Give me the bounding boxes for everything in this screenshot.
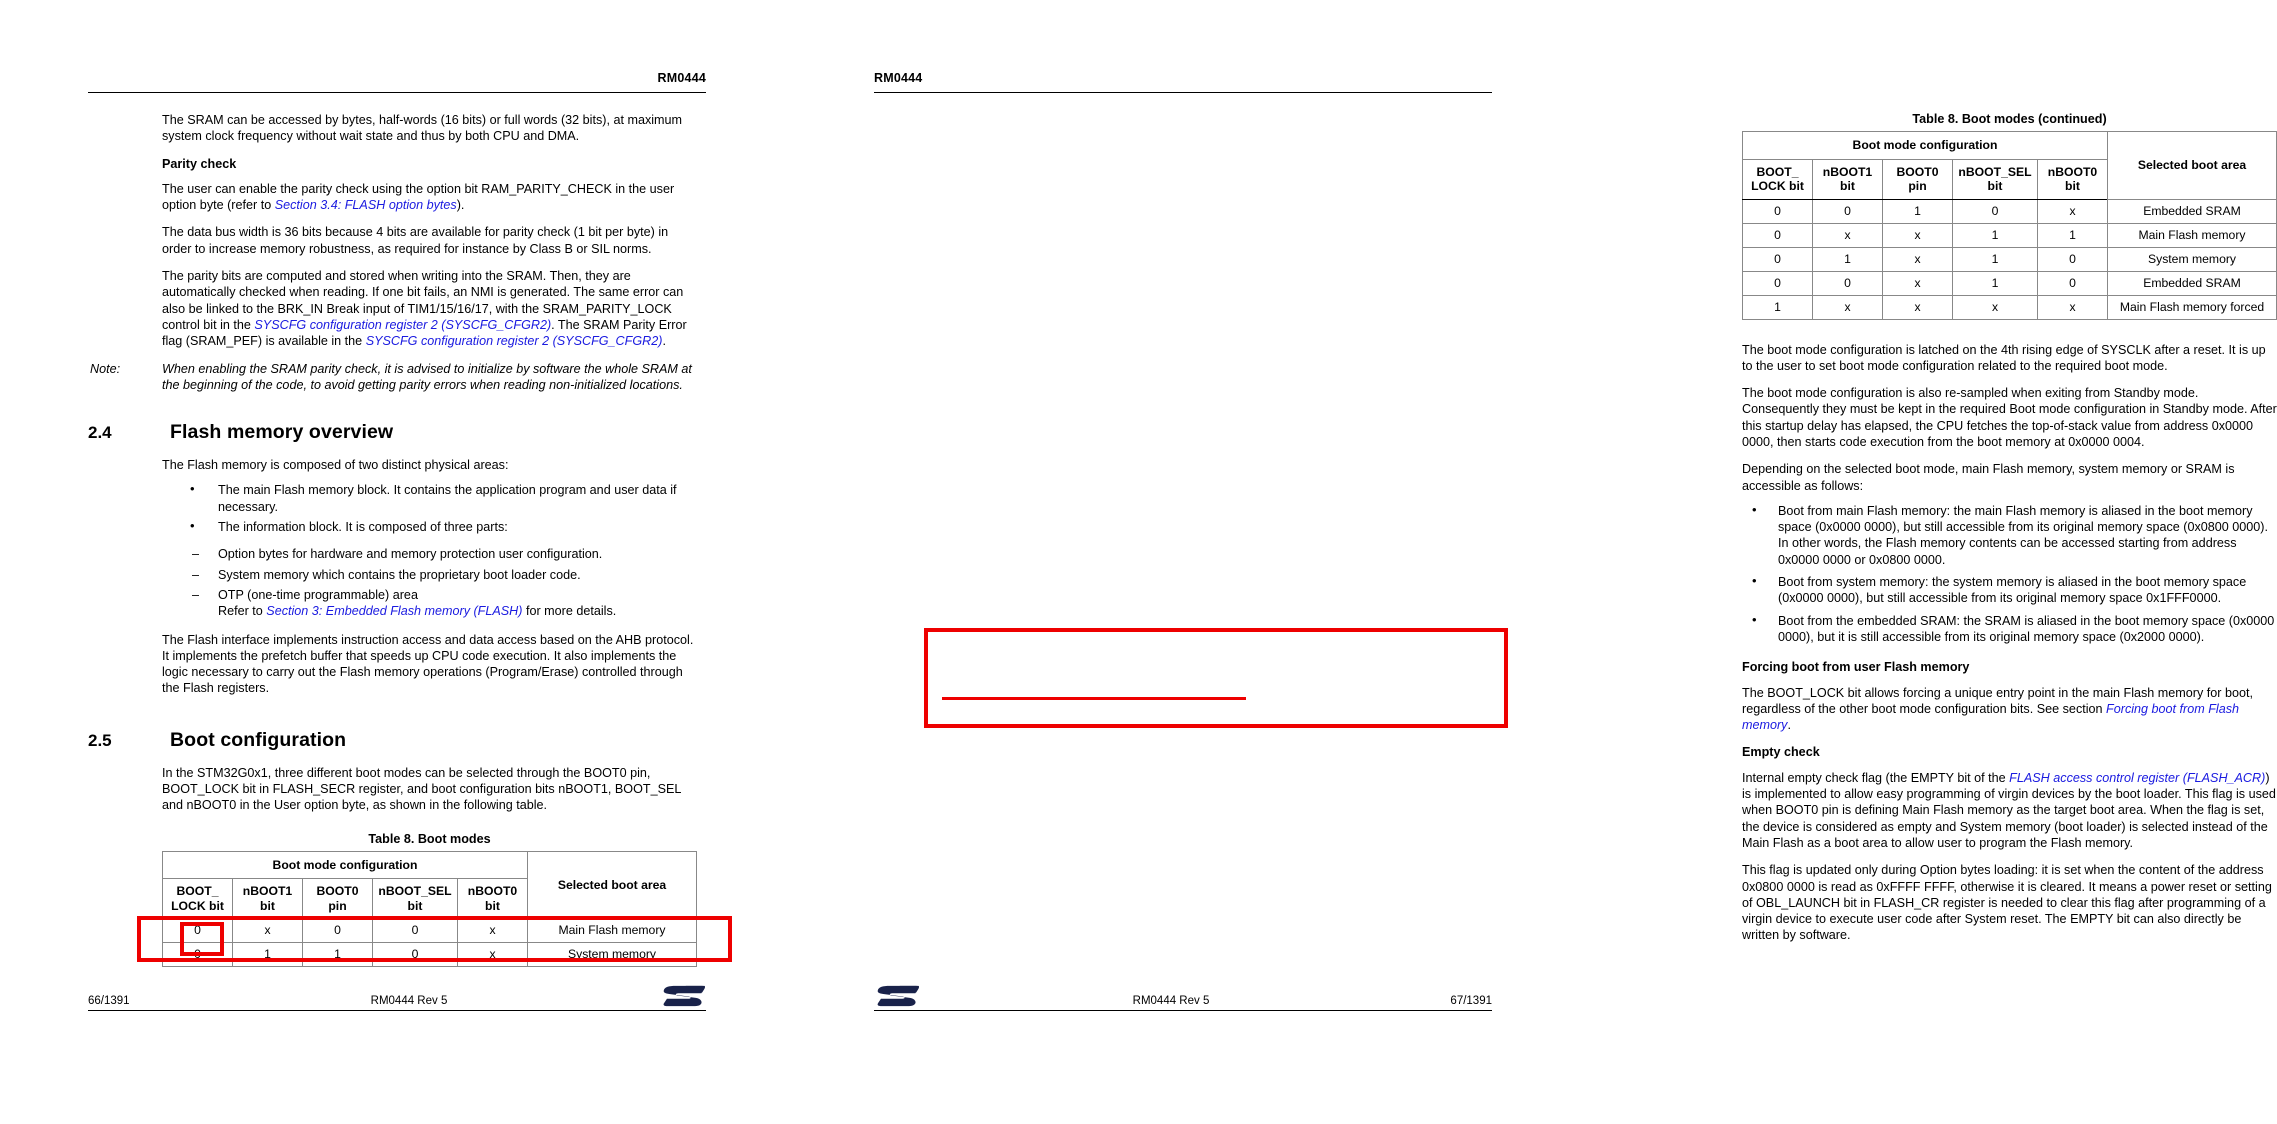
- col-line-1: BOOT_: [1756, 164, 1799, 179]
- cell-boot0: x: [1883, 295, 1953, 319]
- link-embedded-flash-memory[interactable]: Section 3: Embedded Flash memory (FLASH): [266, 604, 523, 619]
- col-line-1: BOOT_: [176, 884, 219, 899]
- col-line-1: BOOT0: [316, 884, 359, 899]
- cell-boot-lock: 0: [1743, 271, 1813, 295]
- parity-enable-text-b: ).: [456, 198, 465, 213]
- group-header-selected-boot-area: Selected boot area: [2108, 132, 2277, 200]
- annotation-red-underline: [942, 697, 1246, 700]
- cell-nboot-sel: 1: [1953, 247, 2038, 271]
- cell-boot-lock: 0: [1743, 223, 1813, 247]
- paragraph-parity-enable: [162, 181, 697, 214]
- st-logo-svg: [660, 985, 706, 1007]
- cell-boot0: x: [1883, 247, 1953, 271]
- column-header-boot-lock-bit: [1743, 159, 1813, 199]
- parity-bits-text-b: . The SRAM Parity Error flag (SRAM_PEF) is available in the: [162, 317, 687, 349]
- column-header-nboot-sel-bit: [373, 879, 458, 919]
- cell-nboot0: 0: [2038, 247, 2108, 271]
- empty-text-a: Internal empty check flag (the EMPTY bit of the: [1742, 770, 2010, 785]
- cell-selected-boot-area: Main Flash memory forced: [2108, 295, 2277, 319]
- st-logo-svg: [874, 985, 920, 1007]
- paragraph-depending: Depending on the selected boot mode, main Flash memory, system memory or SRAM is accessible as follows:: [1742, 462, 2235, 493]
- table-clip-region: [162, 851, 697, 962]
- parity-enable-text-a: The user can enable the parity check using the option bit RAM_PARITY_CHECK in the user option byte (refer to: [162, 181, 675, 213]
- link-flash-option-bytes[interactable]: Section 3.4: FLASH option bytes: [274, 198, 457, 213]
- paragraph-empty-check: [1742, 770, 2277, 851]
- paragraph-sram-access: The SRAM can be accessed by bytes, half-words (16 bits) or full words (32 bits), at maximum system clock frequency without wait state and thus by both CPU and DMA.: [162, 113, 683, 144]
- col-line-2: pin: [328, 898, 347, 913]
- forcing-text-a: The BOOT_LOCK bit allows forcing a unique entry point in the main Flash memory for boot,: [1742, 685, 2253, 700]
- column-header-boot0-pin: [303, 879, 373, 919]
- page-left: [0, 0, 794, 1124]
- col-line-2: bit: [407, 898, 423, 913]
- col-line-2: LOCK bit: [1751, 179, 1804, 193]
- header-rule: [88, 92, 706, 93]
- cell-nboot0: x: [458, 919, 528, 943]
- col-line-2: bit: [260, 898, 275, 913]
- section-2-4-heading: [88, 421, 697, 444]
- st-logo-icon: [874, 985, 920, 1007]
- note-label: Note:: [90, 361, 121, 376]
- paragraph-flash-interface: The Flash interface implements instruction access and data access based on the AHB protocol. It implements the prefetch buffer that speeds up CPU code execution. It also implements the logic necessary to carry out the Flash memory operations (Program/Erase) controlled through the Flash registers.: [162, 632, 694, 696]
- right-column-content: [1742, 112, 2277, 955]
- cell-boot-lock: 0: [1743, 199, 1813, 223]
- column-header-nboot0-bit: [2038, 159, 2108, 199]
- paragraph-boot-config-intro: In the STM32G0x1, three different boot modes can be selected through the BOOT0 pin, BOOT_LOCK bit in FLASH_SECR register, and boot configuration bits nBOOT1, BOOT_SEL and nBOOT0 in the User option byte, as shown in the following table.: [162, 765, 681, 813]
- flash-area-bullet-list: [162, 482, 697, 535]
- table-head: [1743, 132, 2277, 200]
- cell-nboot0: x: [2038, 295, 2108, 319]
- cell-nboot1: 0: [1813, 199, 1883, 223]
- cell-boot0: 1: [1883, 199, 1953, 223]
- information-block-sublist: [162, 546, 697, 619]
- table-row: [1743, 223, 2277, 247]
- cell-nboot-sel: 0: [1953, 199, 2038, 223]
- heading-empty-check: Empty check: [1742, 745, 1820, 760]
- page-header-right: [874, 70, 1492, 104]
- footer-page-number: 66/1391: [88, 995, 130, 1007]
- cell-selected-boot-area: System memory: [2108, 247, 2277, 271]
- link-syscfg-cfgr2-1[interactable]: SYSCFG configuration register 2 (SYSCFG_CFGR2): [254, 317, 552, 332]
- link-syscfg-cfgr2-2[interactable]: SYSCFG configuration register 2 (SYSCFG_CFGR2): [365, 334, 663, 349]
- col-line-1: nBOOT_SEL: [378, 884, 452, 899]
- paragraph-flag-updated: This flag is updated only during Option bytes loading: it is set when the content of the address 0x0800 0000 is read as 0xFFFF FFFF, otherwise it is cleared. It means a power reset or setting of OBL_LAUNCH bit in FLASH_CR register is needed to clear this flag after programming of a virgin device to execute user code after System reset. The EMPTY bit can also directly be written by software.: [1742, 863, 2272, 943]
- col-line-2: LOCK bit: [171, 898, 224, 913]
- heading-parity-check: Parity check: [162, 156, 237, 171]
- col-line-1: nBOOT_SEL: [1958, 164, 2032, 179]
- left-column-content: [88, 112, 697, 962]
- cell-nboot-sel: x: [1953, 295, 2038, 319]
- column-header-nboot0-bit: [458, 879, 528, 919]
- column-header-nboot1-bit: [233, 879, 303, 919]
- col-line-2: bit: [485, 898, 500, 913]
- col-line-2: pin: [1908, 179, 1927, 193]
- list-item: – System memory which contains the proprietary boot loader code.: [162, 567, 697, 583]
- list-item: • Boot from system memory: the system memory is aliased in the boot memory space (0x0000 0000), but still accessible from its original memory space 0x1FFF0000.: [1742, 574, 2277, 607]
- section-2-5-heading: [88, 728, 697, 752]
- note-block: [90, 361, 697, 394]
- parity-bits-text-c: .: [662, 334, 666, 349]
- cell-boot0: x: [1883, 223, 1953, 247]
- group-header-boot-mode-configuration: Boot mode configuration: [1743, 132, 2108, 160]
- cell-nboot1: x: [1813, 223, 1883, 247]
- paragraph-parity-bits: [162, 268, 697, 349]
- cell-boot0: 0: [303, 919, 373, 943]
- cell-boot0: 1: [303, 943, 373, 967]
- annotation-forcing-section-box: [924, 628, 1508, 728]
- cell-nboot1: 1: [1813, 247, 1883, 271]
- cell-nboot0: x: [458, 943, 528, 967]
- footer-rule: [88, 1010, 706, 1011]
- otp-refer-suffix: for more details.: [522, 604, 617, 619]
- page-header-left: [88, 70, 706, 104]
- link-forcing-boot-from-flash-memory[interactable]: Forcing boot from Flash memory: [1742, 701, 2240, 733]
- note-text: When enabling the SRAM parity check, it is advised to initialize by software the whole SRAM at the beginning of the code, to avoid getting parity errors when reading non-initialized locations.: [162, 361, 692, 392]
- table-caption-right: Table 8. Boot modes (continued): [1912, 112, 2107, 126]
- footer-row: [88, 984, 706, 1010]
- group-header-selected-boot-area: Selected boot area: [528, 851, 697, 919]
- table-header-row-group: [163, 851, 697, 879]
- cell-selected-boot-area: System memory: [528, 943, 697, 967]
- empty-check-section: [1742, 744, 2277, 943]
- table-8-left-wrapper: [162, 831, 697, 962]
- col-line-2: bit: [2065, 179, 2080, 193]
- table-head: [163, 851, 697, 919]
- cell-boot-lock: 1: [1743, 295, 1813, 319]
- header-doc-id: RM0444: [657, 71, 706, 85]
- header-doc-id: RM0444: [874, 71, 923, 85]
- cell-nboot1: x: [1813, 295, 1883, 319]
- column-header-nboot1-bit: [1813, 159, 1883, 199]
- section-2-4-number: 2.4: [88, 423, 112, 443]
- list-item: – Option bytes for hardware and memory protection user configuration.: [162, 546, 697, 562]
- table-8-right-wrapper: [1742, 112, 2277, 320]
- list-item: • The information block. It is composed of three parts:: [162, 519, 697, 535]
- table-row: [1743, 271, 2277, 295]
- col-line-1: nBOOT0: [2047, 164, 2098, 179]
- list-item: • Boot from main Flash memory: the main Flash memory is aliased in the boot memory space (0x0000 0000), but still accessible from its original memory space (0x0800 0000). In other words, the Flash memory contents can be accessed starting from address 0x0000 0000 or 0x0800 0000.: [1742, 503, 2277, 568]
- forcing-text-c: .: [1787, 718, 1791, 733]
- table-row: [1743, 295, 2277, 319]
- header-rule: [874, 92, 1492, 93]
- footer-doc-revision: RM0444 Rev 5: [370, 995, 448, 1007]
- otp-refer-prefix: Refer to: [218, 604, 267, 619]
- list-item-otp: [162, 587, 697, 620]
- cell-nboot1: 0: [1813, 271, 1883, 295]
- section-2-5-number: 2.5: [88, 730, 112, 750]
- paragraph-latched: The boot mode configuration is latched on the 4th rising edge of SYSCLK after a reset. It is up to the user to set boot mode configuration related to the required boot mode.: [1742, 342, 2266, 373]
- cell-boot0: x: [1883, 271, 1953, 295]
- cell-selected-boot-area: Main Flash memory: [2108, 223, 2277, 247]
- otp-label: OTP (one-time programmable) area: [218, 587, 418, 602]
- column-header-boot0-pin: [1883, 159, 1953, 199]
- col-line-1: nBOOT1: [242, 884, 293, 899]
- section-2-5-title: Boot configuration: [170, 728, 347, 751]
- footer-doc-revision: RM0444 Rev 5: [1132, 995, 1210, 1007]
- list-item: • The main Flash memory block. It contains the application program and user data if necessary.: [162, 482, 697, 515]
- table-row: [1743, 199, 2277, 223]
- paragraph-flash-intro: The Flash memory is composed of two distinct physical areas:: [162, 458, 509, 473]
- cell-selected-boot-area: Embedded SRAM: [2108, 199, 2277, 223]
- cell-nboot-sel: 1: [1953, 223, 2038, 247]
- col-line-1: BOOT0: [1896, 164, 1939, 179]
- boot-source-bullet-list: [1742, 503, 2277, 645]
- cell-selected-boot-area: Embedded SRAM: [2108, 271, 2277, 295]
- column-header-boot-lock-bit: [163, 879, 233, 919]
- cell-selected-boot-area: Main Flash memory: [528, 919, 697, 943]
- paragraph-forcing-boot: [1742, 685, 2277, 734]
- forcing-text-b: . See section: [2029, 701, 2107, 716]
- cell-nboot-sel: 1: [1953, 271, 2038, 295]
- cell-nboot0: 0: [2038, 271, 2108, 295]
- forcing-underlined-text: regardless of the other boot mode configuration bits: [1742, 701, 2030, 716]
- page-right: [794, 0, 2277, 1124]
- paragraph-resampled: The boot mode configuration is also re-sampled when exiting from Standby mode. Consequently they must be kept in the required Boot mode configuration in Standby mode. After this startup delay has elapsed, the CPU fetches the top-of-stack value from address 0x0000 0000, then starts code execution from the boot memory at 0x0000 0004.: [1742, 386, 2277, 449]
- table-header-row-group: [1743, 132, 2277, 160]
- cell-boot-lock: 0: [163, 919, 233, 943]
- cell-nboot0: 1: [2038, 223, 2108, 247]
- footer-page-number: 67/1391: [1450, 995, 1492, 1007]
- section-2-4-title: Flash memory overview: [170, 421, 394, 444]
- table-body: [1743, 199, 2277, 319]
- footer-rule: [874, 1010, 1492, 1011]
- empty-text-b: ) is implemented to allow easy programming of virgin devices by the boot loader. This flag is used when BOOT0 pin is defining Main Flash memory as the target boot area. When the flag is set, the device is considered as empty and System memory (boot loader) is selected instead of the Main Flash as a boot area to allow user to program the Flash memory.: [1742, 770, 2276, 850]
- cell-boot-lock: 0: [163, 943, 233, 967]
- cell-nboot0: x: [2038, 199, 2108, 223]
- group-header-boot-mode-configuration: Boot mode configuration: [163, 851, 528, 879]
- section-2-5: [88, 728, 697, 814]
- page-footer-right: [874, 984, 1492, 1014]
- cell-nboot1: 1: [233, 943, 303, 967]
- st-logo-icon: [660, 985, 706, 1007]
- list-item: • Boot from the embedded SRAM: the SRAM is aliased in the boot memory space (0x0000 0000), but it is still accessible from its original memory space (0x2000 0000).: [1742, 613, 2277, 646]
- heading-forcing-boot: Forcing boot from user Flash memory: [1742, 660, 1970, 675]
- cell-nboot-sel: 0: [373, 943, 458, 967]
- parity-bits-text-a: The parity bits are computed and stored when writing into the SRAM. Then, they are automatically checked when reading. If one bit fails, an NMI is generated. The same error can also be linked to the BRK_IN Break input of TIM1/15/16/17, with the SRAM_PARITY_LOCK control bit in the: [162, 269, 684, 332]
- col-line-1: nBOOT0: [467, 884, 518, 899]
- table-row: [1743, 247, 2277, 271]
- section-2-4: [88, 421, 697, 697]
- page-footer-left: [88, 984, 706, 1014]
- table-body: [163, 919, 697, 967]
- link-flash-acr[interactable]: FLASH access control register (FLASH_ACR): [2009, 770, 2266, 785]
- col-line-1: nBOOT1: [1822, 164, 1873, 179]
- footer-row: [874, 984, 1492, 1010]
- column-header-nboot-sel-bit: [1953, 159, 2038, 199]
- col-line-2: bit: [1987, 179, 2003, 193]
- table-caption-left: Table 8. Boot modes: [368, 831, 491, 846]
- cell-nboot-sel: 0: [373, 919, 458, 943]
- boot-modes-table-right: [1742, 131, 2277, 320]
- cell-nboot1: x: [233, 919, 303, 943]
- paragraph-data-bus: The data bus width is 36 bits because 4 bits are available for parity check (1 bit per byte) in order to increase memory robustness, as required for instance by Class B or SIL norms.: [162, 225, 669, 256]
- boot-modes-table-left: [162, 851, 697, 968]
- forcing-boot-section: [1742, 659, 2277, 733]
- table-row: [163, 943, 697, 967]
- cell-boot-lock: 0: [1743, 247, 1813, 271]
- table-row: [163, 919, 697, 943]
- col-line-2: bit: [1840, 179, 1855, 193]
